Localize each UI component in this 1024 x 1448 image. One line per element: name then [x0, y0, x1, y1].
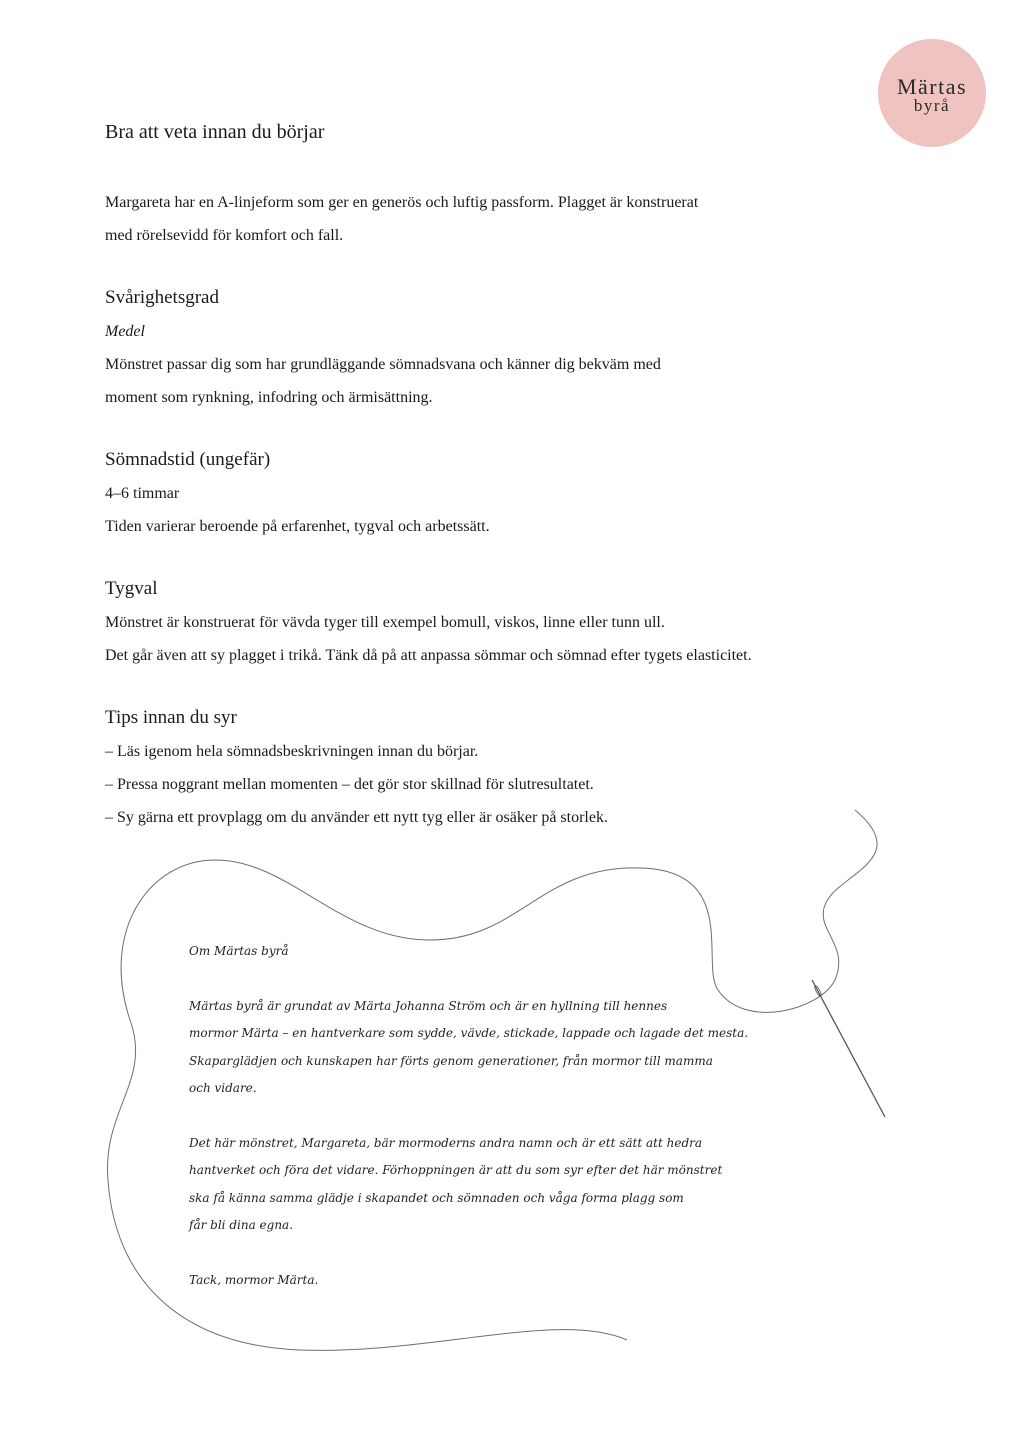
difficulty-line: moment som rynkning, infodring och ärmisättning. — [105, 389, 433, 406]
tips-heading: Tips innan du syr — [105, 707, 237, 728]
tips-section — [105, 704, 905, 834]
fabric-line: Det går även att sy plagget i trikå. Tänk då på att anpassa sömmar och sömnad efter tygets elasticitet. — [105, 647, 752, 664]
about-para2-line: Det här mönstret, Margareta, bär mormoderns andra namn och är ett sätt att hedra — [189, 1135, 703, 1150]
sewing-time-line: Tiden varierar beroende på erfarenhet, tygval och arbetssätt. — [105, 518, 490, 535]
intro-section — [105, 186, 905, 252]
tips-item: – Pressa noggrant mellan momenten – det gör stor skillnad för slutresultatet. — [105, 776, 594, 793]
logo-text-line1: Märtas — [896, 74, 968, 99]
sewing-time-section — [105, 446, 905, 543]
tips-item: – Sy gärna ett provplagg om du använder ett nytt tyg eller är osäker på storlek. — [105, 809, 608, 826]
about-heading: Om Märtas byrå — [189, 944, 289, 958]
about-para1-line: mormor Märta – en hantverkare som sydde, vävde, stickade, lappade och lagade det mesta. — [189, 1026, 749, 1040]
difficulty-level: Medel — [105, 323, 145, 340]
difficulty-line: Mönstret passar dig som har grundläggande sömnadsvana och känner dig bekväm med — [105, 356, 661, 373]
about-para1-line: och vidare. — [189, 1081, 257, 1095]
page-title: Bra att veta innan du börjar — [105, 121, 325, 143]
about-para1-line: Skaparglädjen och kunskapen har förts genom generationer, från mormor till mamma — [189, 1053, 713, 1068]
intro-line: Margareta har en A-linjeform som ger en generös och luftig passform. Plagget är konstruerat — [105, 194, 699, 211]
difficulty-heading: Svårighetsgrad — [105, 287, 219, 308]
main-content — [105, 118, 905, 834]
fabric-section — [105, 575, 905, 672]
about-para2-line: får bli dina egna. — [189, 1218, 294, 1232]
fabric-line: Mönstret är konstruerat för vävda tyger till exempel bomull, viskos, linne eller tunn ull. — [105, 614, 665, 631]
about-signoff: Tack, mormor Märta. — [189, 1272, 319, 1287]
about-para2-line: ska få känna samma glädje i skapandet och sömnaden och våga forma plagg som — [189, 1190, 684, 1205]
sewing-time-value: 4–6 timmar — [105, 485, 180, 502]
about-section — [189, 938, 789, 1294]
sewing-time-heading: Sömnadstid (ungefär) — [105, 449, 271, 470]
needle-icon — [812, 980, 885, 1117]
logo-text-line2: byrå — [913, 96, 951, 115]
tips-item: – Läs igenom hela sömnadsbeskrivningen innan du börjar. — [105, 743, 479, 760]
intro-line: med rörelsevidd för komfort och fall. — [105, 227, 344, 244]
difficulty-section — [105, 284, 905, 414]
about-para1-line: Märtas byrå är grundat av Märta Johanna Ström och är en hyllning till hennes — [189, 998, 668, 1013]
about-para2-line: hantverket och föra det vidare. Förhoppningen är att du som syr efter det här mönstret — [189, 1163, 723, 1177]
fabric-heading: Tygval — [105, 578, 158, 599]
